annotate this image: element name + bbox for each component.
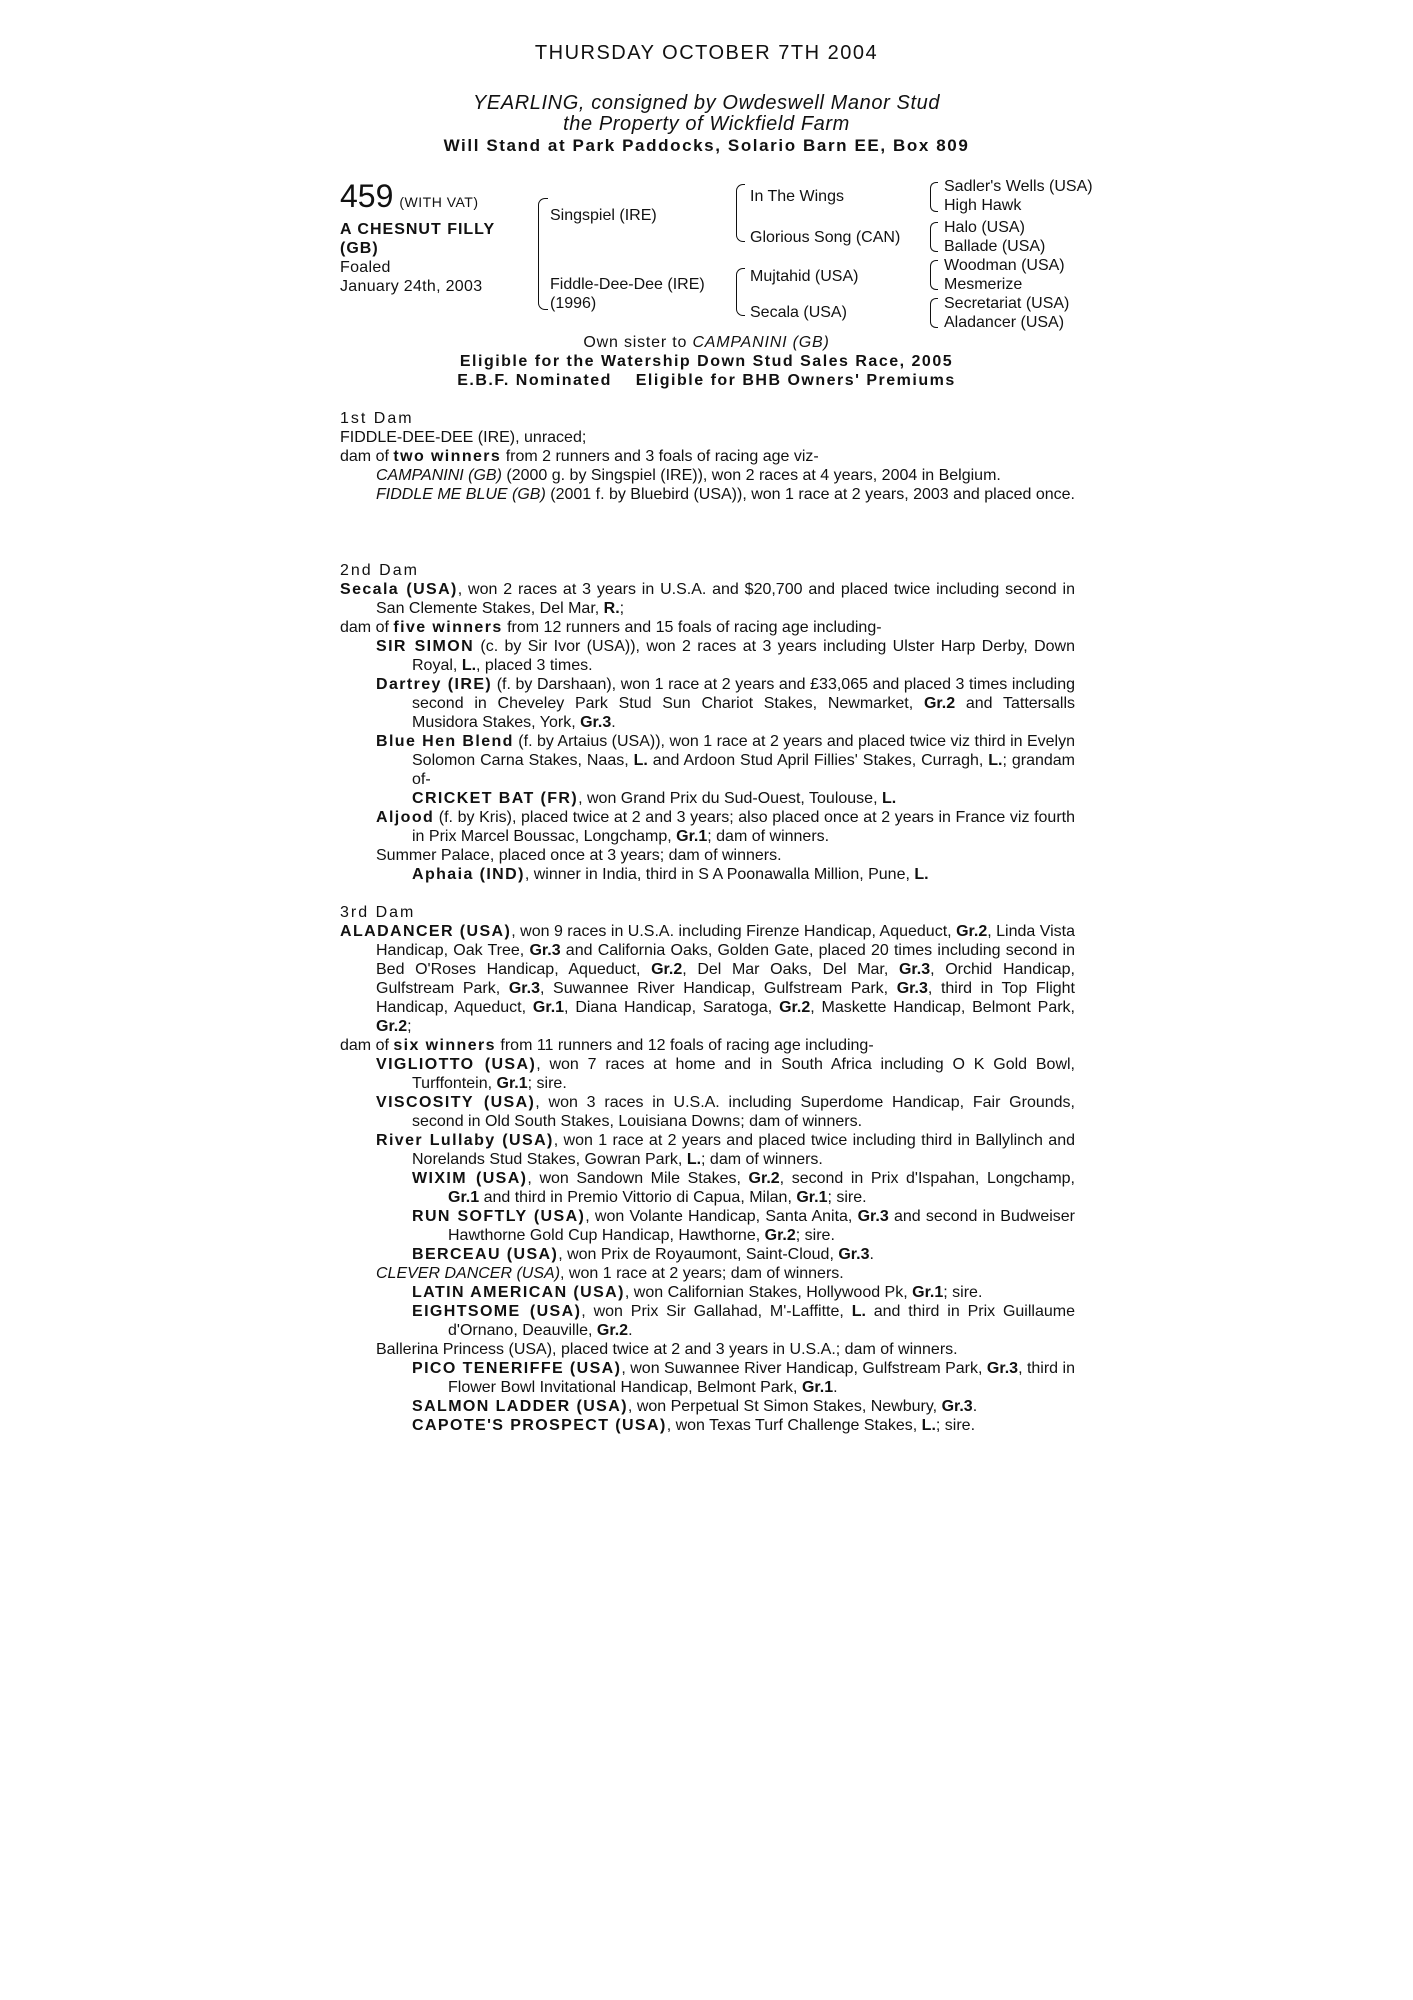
group-marker: Gr.2 xyxy=(923,695,956,712)
third-dam-section xyxy=(340,903,1075,1435)
produce-run-softly xyxy=(340,1207,1075,1245)
produce-capotes-prospect xyxy=(340,1416,1075,1435)
pedigree-ddd: Aladancer (USA) xyxy=(944,314,1065,331)
produce-berceau: BERCEAU (USA), won Prix de Royaumont, Saint-Cloud, Gr.3. xyxy=(412,1246,874,1263)
group-marker: Gr.1 xyxy=(448,1189,480,1206)
own-sister-prefix: Own sister to xyxy=(583,334,688,351)
listed-marker: L. xyxy=(686,1151,702,1168)
first-dam-summary xyxy=(340,447,1075,466)
consignor-line: YEARLING, consigned by Owdeswell Manor Stud xyxy=(472,92,941,114)
produce-record: , won Perpetual St Simon Stakes, Newbury, xyxy=(627,1398,938,1415)
third-dam-record xyxy=(340,922,1075,1036)
dam-name: ALADANCER (USA) xyxy=(340,923,512,940)
produce-name: CLEVER DANCER (USA) xyxy=(376,1265,561,1282)
pedigree-brace-ds xyxy=(930,260,938,290)
second-dam-heading: 2nd Dam xyxy=(340,562,419,579)
produce-record-mid: and Tattersalls Musidora Stakes, York, xyxy=(412,695,1075,731)
produce-name: CRICKET BAT (FR) xyxy=(412,790,579,807)
dam-record: , won 2 races at 3 years in U.S.A. and $20,700 and placed twice including second in San Clemente Stakes, Del Mar, xyxy=(376,581,1075,617)
summary-prefix: dam of xyxy=(340,1037,389,1054)
produce-name: VISCOSITY (USA) xyxy=(376,1094,536,1111)
own-sister-name: CAMPANINI (GB) xyxy=(692,334,830,351)
pedigree-brace-dd xyxy=(930,298,938,328)
group-marker: Gr.3 xyxy=(580,714,612,731)
pedigree-dam: Fiddle-Dee-Dee (IRE) xyxy=(550,276,705,293)
produce-name: VIGLIOTTO (USA) xyxy=(376,1056,537,1073)
summary-winners: two winners xyxy=(393,448,502,465)
produce-salmon-ladder: SALMON LADDER (USA), won Perpetual St Simon Stakes, Newbury, Gr.3. xyxy=(412,1398,978,1415)
produce-name: CAPOTE'S PROSPECT (USA) xyxy=(412,1417,667,1434)
produce-cricket-bat xyxy=(340,789,1075,808)
summary-suffix: from 2 runners and 3 foals of racing age viz- xyxy=(505,448,819,465)
dam-record: , third in Top Flight Handicap, Aqueduct, xyxy=(376,980,1076,1016)
produce-pico-teneriffe: PICO TENERIFFE (USA), won Suwannee River Handicap, Gulfstream Park, Gr.3, third in Flower Bowl Invitational Handicap, Belmont Park, Gr.1. xyxy=(412,1360,1075,1396)
dam-record: and California Oaks, Golden Gate, placed 20 times including second in Bed O'Roses Handicap, Aqueduct, xyxy=(376,942,1075,978)
produce-record-end: ; dam of winners. xyxy=(707,828,830,845)
produce-viscosity xyxy=(340,1093,1075,1131)
produce-record-mid: and third in Premio Vittorio di Capua, Milan, xyxy=(479,1189,792,1206)
group-marker: Gr.1 xyxy=(532,999,565,1016)
group-marker: Gr.2 xyxy=(376,1018,408,1035)
third-dam-summary xyxy=(340,1036,1075,1055)
produce-record: (f. by Kris), placed twice at 2 and 3 years; also placed once at 2 years in France viz fourth in Prix Marcel Boussac, Longchamp, xyxy=(412,809,1075,845)
group-marker: Gr.2 xyxy=(956,923,988,940)
produce-record-end: ; sire. xyxy=(935,1417,976,1434)
produce-dartrey: Dartrey (IRE) (f. by Darshaan), won 1 race at 2 years and £33,065 and placed 3 times including second in Cheveley Park Stud Sun Chariot Stakes, Newmarket, Gr.2 and Tattersalls Musidora Stakes, York, Gr.3. xyxy=(376,676,1075,731)
produce-campanini xyxy=(340,466,1075,485)
group-marker: Gr.3 xyxy=(986,1360,1019,1377)
property-line: the Property of Wickfield Farm xyxy=(563,113,850,135)
listed-marker: L. xyxy=(461,657,477,674)
group-marker: Gr.3 xyxy=(529,942,561,959)
group-marker: Gr.2 xyxy=(779,999,811,1016)
produce-record: (2001 f. by Bluebird (USA)), won 1 race at 2 years, 2003 and placed once. xyxy=(545,486,1075,503)
pedigree-sds: Halo (USA) xyxy=(944,219,1025,236)
produce-record-end: ; sire. xyxy=(827,1189,867,1206)
produce-vigliotto xyxy=(340,1055,1075,1093)
produce-record: , winner in India, third in S A Poonawalla Million, Pune, xyxy=(524,866,910,883)
dam-record: , Linda Vista Handicap, Oak Tree, xyxy=(376,923,1076,959)
first-dam-section xyxy=(340,409,1075,504)
first-dam-heading: 1st Dam xyxy=(340,410,414,427)
summary-suffix: from 11 runners and 12 foals of racing age including- xyxy=(500,1037,874,1054)
own-sister-line xyxy=(0,333,1413,352)
produce-name: BERCEAU (USA) xyxy=(412,1246,559,1263)
produce-record-mid: and third in Prix Guillaume d'Ornano, Deauville, xyxy=(448,1303,1075,1339)
produce-record-end: , placed 3 times. xyxy=(476,657,593,674)
dam-record: , Del Mar Oaks, Del Mar, xyxy=(682,961,889,978)
pedigree-dsd: Mesmerize xyxy=(944,276,1023,293)
foaled-label: Foaled xyxy=(340,259,391,276)
stabling-line: Will Stand at Park Paddocks, Solario Barn EE, Box 809 xyxy=(443,136,970,155)
produce-record-end: ; sire. xyxy=(943,1284,983,1301)
group-marker: Gr.1 xyxy=(801,1379,834,1396)
produce-blue-hen-blend xyxy=(340,732,1075,789)
listed-marker: L. xyxy=(633,752,648,769)
dam-record: , won 9 races in U.S.A. including Firenze Handicap, Aqueduct, xyxy=(511,923,952,940)
listed-marker: L. xyxy=(851,1303,866,1320)
pedigree-dam-sire: Mujtahid (USA) xyxy=(750,268,859,285)
produce-river-lullaby xyxy=(340,1131,1075,1169)
group-marker: Gr.3 xyxy=(857,1208,889,1225)
produce-record-end: ; grandam of- xyxy=(412,752,1076,788)
produce-name: SALMON LADDER (USA) xyxy=(412,1398,628,1415)
produce-name: FIDDLE ME BLUE (GB) xyxy=(376,486,546,503)
dam-record: , Maskette Handicap, Belmont Park, xyxy=(810,999,1076,1016)
ebf-nominated: E.B.F. Nominated xyxy=(457,372,612,389)
produce-summer-palace: Summer Palace, placed once at 3 years; dam of winners. xyxy=(376,847,782,864)
group-marker: Gr.1 xyxy=(912,1284,944,1301)
pedigree-sdd: Ballade (USA) xyxy=(944,238,1046,255)
produce-name: CAMPANINI (GB) xyxy=(376,467,502,484)
group-marker: Gr.2 xyxy=(764,1227,796,1244)
pedigree-brace-main xyxy=(538,198,548,310)
pedigree-dam-dam: Secala (USA) xyxy=(750,304,847,321)
summary-prefix: dam of xyxy=(340,619,389,636)
produce-eightsome: EIGHTSOME (USA), won Prix Sir Gallahad, M'-Laffitte, L. and third in Prix Guillaume d'Ornano, Deauville, Gr.2. xyxy=(412,1303,1075,1339)
pedigree-dam-year: (1996) xyxy=(550,295,597,312)
dam-record: , Diana Handicap, Saratoga, xyxy=(564,999,773,1016)
produce-aljood xyxy=(340,808,1075,846)
pedigree-ssd: High Hawk xyxy=(944,197,1022,214)
restricted-marker: R. xyxy=(603,600,620,617)
first-dam-line: FIDDLE-DEE-DEE (IRE), unraced; xyxy=(340,429,587,446)
produce-name: Aljood xyxy=(376,809,435,826)
produce-record: , won Prix de Royaumont, Saint-Cloud, xyxy=(558,1246,834,1263)
produce-record: , won Sandown Mile Stakes, xyxy=(527,1170,741,1187)
group-marker: Gr.2 xyxy=(596,1322,629,1339)
dam-record-end: ; xyxy=(407,1018,412,1035)
produce-name: WIXIM (USA) xyxy=(412,1170,528,1187)
produce-record: , won Californian Stakes, Hollywood Pk, xyxy=(624,1284,908,1301)
produce-fiddle-me-blue xyxy=(340,485,1075,504)
summary-winners: six winners xyxy=(393,1037,496,1054)
produce-record: (2000 g. by Singspiel (IRE)), won 2 races at 4 years, 2004 in Belgium. xyxy=(501,467,1001,484)
produce-name: PICO TENERIFFE (USA) xyxy=(412,1360,622,1377)
third-dam-heading: 3rd Dam xyxy=(340,904,416,921)
eligibility-line: Eligible for the Watership Down Stud Sales Race, 2005 xyxy=(459,353,954,370)
group-marker: Gr.1 xyxy=(796,1189,828,1206)
produce-record-mid: and second in Budweiser Hawthorne Gold Cup Handicap, Hawthorne, xyxy=(448,1208,1076,1244)
produce-record: , won 1 race at 2 years and placed twice including third in Ballylinch and Norelands Stud Stakes, Gowran Park, xyxy=(412,1132,1075,1168)
produce-clever-dancer xyxy=(340,1264,1075,1283)
pedigree-brace-sire xyxy=(736,184,745,242)
group-marker: Gr.3 xyxy=(508,980,540,997)
group-marker: Gr.2 xyxy=(651,961,683,978)
sale-date: THURSDAY OCTOBER 7TH 2004 xyxy=(534,42,879,64)
produce-record: , won Prix Sir Gallahad, M'-Laffitte, xyxy=(581,1303,844,1320)
listed-marker: L. xyxy=(921,1417,936,1434)
produce-name: SIR SIMON xyxy=(376,638,475,655)
produce-latin-american xyxy=(340,1283,1075,1302)
listed-marker: L. xyxy=(914,866,929,883)
summary-prefix: dam of xyxy=(340,448,389,465)
produce-name: RUN SOFTLY (USA) xyxy=(412,1208,586,1225)
listed-marker: L. xyxy=(881,790,897,807)
produce-record-end: ; dam of winners. xyxy=(701,1151,823,1168)
produce-record: (c. by Sir Ivor (USA)), won 2 races at 3 years including Ulster Harp Derby, Down Royal, xyxy=(412,638,1075,674)
produce-aphaia xyxy=(340,865,1075,884)
vat-label: (WITH VAT) xyxy=(399,194,479,210)
lot-number xyxy=(340,178,479,220)
group-marker: Gr.1 xyxy=(496,1075,528,1092)
second-dam-record: Secala (USA), won 2 races at 3 years in U.S.A. and $20,700 and placed twice including second in San Clemente Stakes, Del Mar, R.; xyxy=(340,581,1075,617)
produce-record-mid: and Ardoon Stud April Fillies' Stakes, Curragh, xyxy=(647,752,984,769)
produce-record: , won Texas Turf Challenge Stakes, xyxy=(666,1417,918,1434)
dam-record: , Suwannee River Handicap, Gulfstream Park, xyxy=(539,980,889,997)
pedigree-brace-sd xyxy=(930,222,938,252)
produce-record: , won Volante Handicap, Santa Anita, xyxy=(585,1208,853,1225)
pedigree-sire-dam: Glorious Song (CAN) xyxy=(750,229,901,246)
horse-desc-line2: (GB) xyxy=(340,240,379,257)
nomination-line xyxy=(0,371,1413,390)
produce-name: Dartrey (IRE) xyxy=(376,676,493,693)
produce-name: Blue Hen Blend xyxy=(376,733,514,750)
produce-name: River Lullaby (USA) xyxy=(376,1132,554,1149)
second-dam-section xyxy=(340,561,1075,884)
produce-record: , won 3 races in U.S.A. including Superdome Handicap, Fair Grounds, second in Old South Stakes, Louisiana Downs; dam of winners. xyxy=(412,1094,1075,1130)
group-marker: Gr.3 xyxy=(838,1246,870,1263)
pedigree-dds: Secretariat (USA) xyxy=(944,295,1070,312)
produce-record: (f. by Artaius (USA)), won 1 race at 2 years and placed twice viz third in Evelyn Solomon Carna Stakes, Naas, xyxy=(412,733,1075,769)
produce-wixim xyxy=(340,1169,1075,1207)
produce-sir-simon xyxy=(340,637,1075,675)
pedigree-sire-sire: In The Wings xyxy=(750,188,844,205)
summary-winners: five winners xyxy=(393,619,503,636)
dam-name: Secala (USA) xyxy=(340,581,458,598)
summary-suffix: from 12 runners and 15 foals of racing age including- xyxy=(507,619,882,636)
group-marker: Gr.1 xyxy=(676,828,708,845)
produce-record: , won Grand Prix du Sud-Ouest, Toulouse, xyxy=(578,790,878,807)
produce-ballerina-princess: Ballerina Princess (USA), placed twice at 2 and 3 years in U.S.A.; dam of winners. xyxy=(376,1341,958,1358)
produce-name: LATIN AMERICAN (USA) xyxy=(412,1284,625,1301)
pedigree-brace-ss xyxy=(930,182,938,212)
lot-number-value: 459 xyxy=(340,178,394,214)
produce-name: EIGHTSOME (USA) xyxy=(412,1303,582,1320)
dam-record: , Orchid Handicap, Gulfstream Park, xyxy=(376,961,1075,997)
pedigree-sire: Singspiel (IRE) xyxy=(550,207,657,224)
produce-record: , won 7 races at home and in South Africa including O K Gold Bowl, Turffontein, xyxy=(412,1056,1076,1092)
horse-desc-line1: A CHESNUT FILLY xyxy=(340,221,496,238)
produce-record: (f. by Darshaan), won 1 race at 2 years and £33,065 and placed 3 times including second in Cheveley Park Stud Sun Chariot Stakes, Newmarket, xyxy=(412,676,1075,712)
produce-name: Aphaia (IND) xyxy=(412,866,525,883)
foaled-date: January 24th, 2003 xyxy=(340,278,483,295)
listed-marker: L. xyxy=(988,752,1003,769)
group-marker: Gr.2 xyxy=(748,1170,780,1187)
second-dam-summary xyxy=(340,618,1075,637)
group-marker: Gr.3 xyxy=(896,980,928,997)
produce-record-end: ; sire. xyxy=(795,1227,835,1244)
produce-record-mid: , second in Prix d'Ispahan, Longchamp, xyxy=(779,1170,1076,1187)
group-marker: Gr.3 xyxy=(941,1398,973,1415)
group-marker: Gr.3 xyxy=(898,961,931,978)
produce-record: , won Suwannee River Handicap, Gulfstream Park, xyxy=(621,1360,983,1377)
produce-record: , won 1 race at 2 years; dam of winners. xyxy=(560,1265,844,1282)
pedigree-sss: Sadler's Wells (USA) xyxy=(944,178,1093,195)
produce-record-end: ; sire. xyxy=(527,1075,567,1092)
pedigree-brace-dam xyxy=(736,268,745,316)
bhb-eligible: Eligible for BHB Owners' Premiums xyxy=(635,372,956,389)
horse-description xyxy=(340,220,495,296)
produce-record-mid: , third in Flower Bowl Invitational Handicap, Belmont Park, xyxy=(448,1360,1075,1396)
pedigree-dss: Woodman (USA) xyxy=(944,257,1065,274)
